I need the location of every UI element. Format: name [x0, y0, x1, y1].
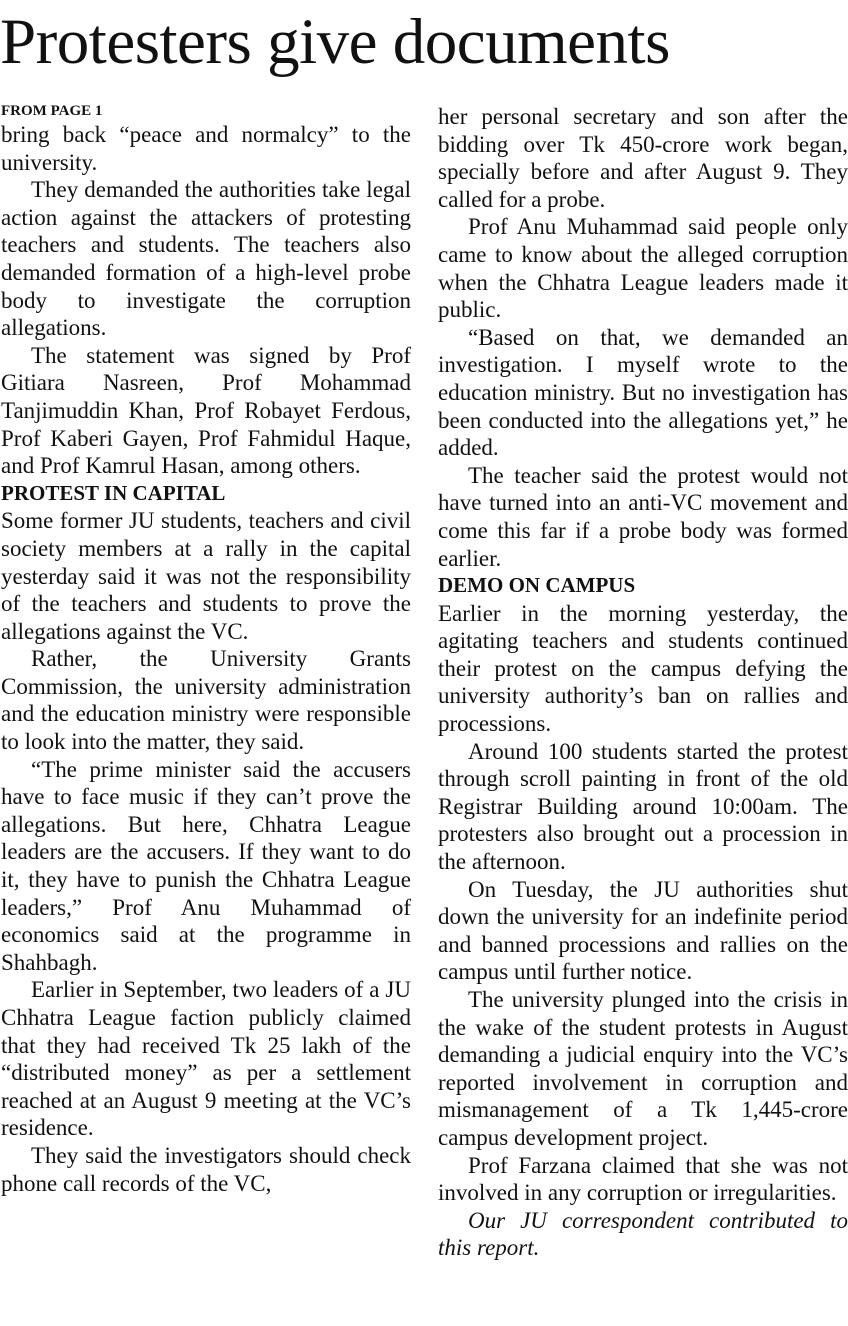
paragraph: bring back “peace and normalcy” to the university. — [1, 122, 411, 175]
paragraph: They demanded the authorities take legal action against the attackers of protesting teachers and students. The teachers also demanded formation of a high-level probe body to investigate the corruption allegations. — [1, 177, 411, 341]
article-column-left — [1, 103, 411, 1197]
headline: Protesters give documents — [0, 6, 670, 78]
paragraph: her personal secretary and son after the bidding over Tk 450-crore work began, specially before and after August 9. They called for a probe. — [438, 104, 848, 212]
contributor-credit: Our JU correspondent contributed to this report. — [438, 1207, 848, 1261]
paragraph: The teacher said the protest would not have turned into an anti-VC movement and come this far if a probe body was formed earlier. — [438, 462, 848, 571]
paragraph: On Tuesday, the JU authorities shut down the university for an indefinite period and banned processions and rallies on the campus until further notice. — [438, 876, 848, 985]
paragraph: Rather, the University Grants Commission, the university administration and the education ministry were responsible to look into the matter, they said. — [1, 646, 411, 755]
paragraph: They said the investigators should check phone call records of the VC, — [1, 1142, 411, 1196]
subheading-protest-in-capital: PROTEST IN CAPITAL — [1, 480, 226, 505]
paragraph: The statement was signed by Prof Gitiara Nasreen, Prof Mohammad Tanjimuddin Khan, Prof Robayet Ferdous, Prof Kaberi Gayen, Prof Fahmidul Haque, and Prof Kamrul Hasan, among others. — [1, 342, 411, 479]
paragraph: “Based on that, we demanded an investigation. I myself wrote to the education ministry. But no investigation has been conducted into the allegations yet,” he added. — [438, 324, 848, 461]
paragraph: Prof Anu Muhammad said people only came to know about the alleged corruption when the Chhatra League leaders made it public. — [438, 214, 848, 323]
paragraph: Some former JU students, teachers and civil society members at a rally in the capital yesterday said it was not the responsibility of the teachers and students to prove the allegations against the VC. — [1, 508, 411, 644]
paragraph: Earlier in September, two leaders of a JU Chhatra League faction publicly claimed that they had received Tk 25 lakh of the “distributed money” as per a settlement reached at an August 9 meeting at the VC’s residence. — [1, 977, 411, 1141]
article-column-right — [438, 103, 848, 1262]
paragraph: Around 100 students started the protest through scroll painting in front of the old Registrar Building around 10:00am. The protesters also brought out a procession in the afternoon. — [438, 738, 848, 875]
paragraph: Prof Farzana claimed that she was not involved in any corruption or irregularities. — [438, 1152, 848, 1206]
subheading-demo-on-campus: DEMO ON CAMPUS — [438, 573, 636, 598]
paragraph: “The prime minister said the accusers have to face music if they can’t prove the allegations. But here, Chhatra League leaders are the accusers. If they want to do it, they have to punish the Chhatra League leaders,” Prof Anu Muhammad of economics said at the programme in Shahbagh. — [1, 756, 411, 975]
continuation-label: FROM PAGE 1 — [1, 103, 103, 119]
paragraph: The university plunged into the crisis in the wake of the student protests in August demanding a judicial enquiry into the VC’s reported involvement in corruption and mismanagement of a Tk 1,445-crore campus development project. — [438, 987, 848, 1150]
paragraph: Earlier in the morning yesterday, the agitating teachers and students continued their protest on the campus defying the university authority’s ban on rallies and processions. — [438, 600, 848, 737]
